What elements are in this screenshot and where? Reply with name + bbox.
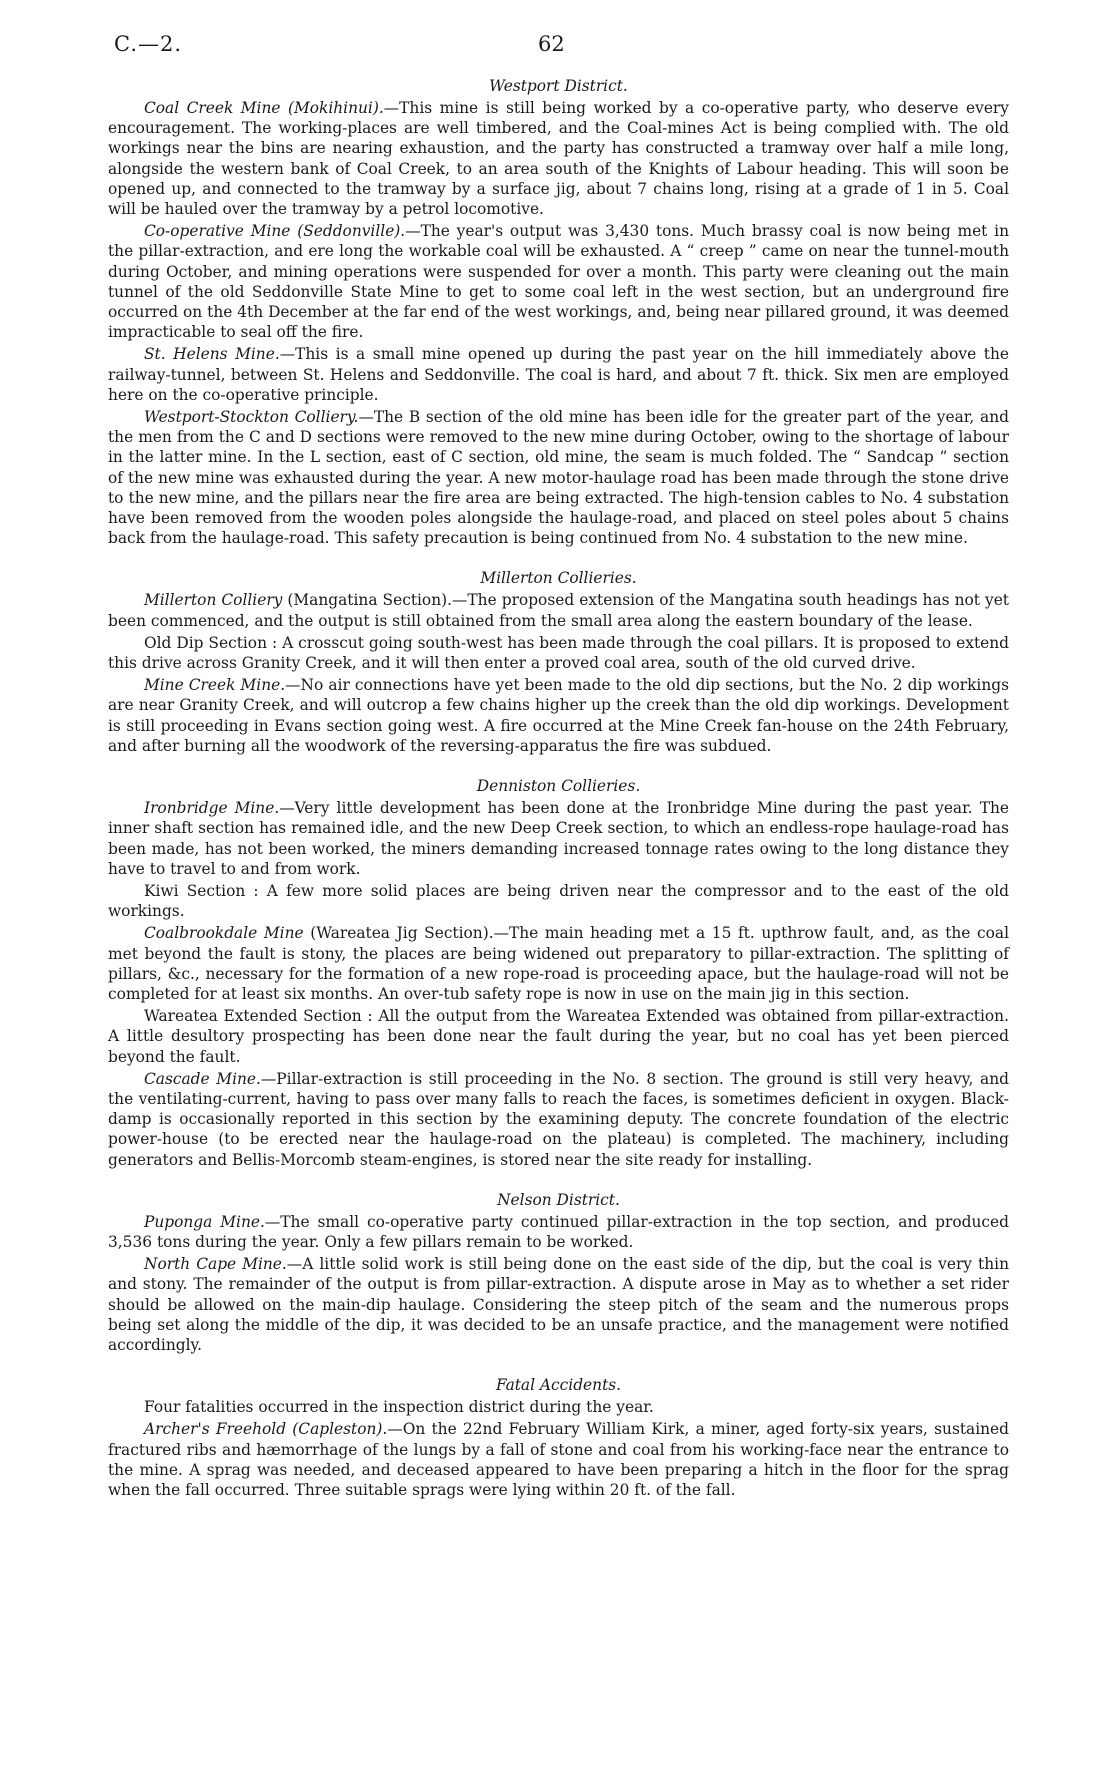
page-number: 62 [538,32,565,56]
section-heading-westport: Westport District. [489,77,628,95]
page-header [108,34,1009,76]
paragraph-kiwi-section: Kiwi Section : A few more solid places are being driven near the compressor and to the east of the old workings. [108,881,1009,921]
section-heading-fatal-accidents: Fatal Accidents. [495,1376,622,1395]
paragraph-wareatea-extended: Wareatea Extended Section : All the output from the Wareatea Extended was obtained from pillar-extraction. A little desultory prospecting has been done near the fault during the year, but no coal has yet been pierced beyond the fault. [108,1007,1009,1066]
paragraph-st-helens-mine: St. Helens Mine.—This is a small mine opened up during the past year on the hill immediately above the railway-tunnel, between St. Helens and Seddonville. The coal is hard, and about 7 ft. thick. Six men are employed here on the co-operative principle. [108,345,1009,404]
document-reference: C.—2. [114,32,183,56]
paragraph-old-dip-section: Old Dip Section : A crosscut going south-west has been made through the coal pillars. It is proposed to extend this drive across Granity Creek, and it will then enter a proved coal area, south of the old curved drive. [108,633,1009,673]
paragraph-millerton-colliery: Millerton Colliery (Mangatina Section).—The proposed extension of the Mangatina south headings has not yet been commenced, and the output is still obtained from the small area along the eastern boundary of the lease. [108,591,1009,630]
paragraph-fatalities-summary: Four fatalities occurred in the inspection district during the year. [144,1398,654,1417]
paragraph-north-cape-mine: North Cape Mine.—A little solid work is still being done on the east side of the dip, but the coal is very thin and stony. The remainder of the output is from pillar-extraction. A dispute arose in May as to whether a set rider should be allowed on the main-dip haulage. Considering the steep pitch of the seam and the numerous props being set along the middle of the dip, it was decided to be an unsafe practice, and the management were notified accordingly. [108,1255,1009,1354]
section-heading-millerton: Millerton Collieries. [480,569,637,588]
paragraph-co-operative-mine: Co-operative Mine (Seddonville).—The year's output was 3,430 tons. Much brassy coal is now being met in the pillar-extraction, and ere long the workable coal will be exhausted. A “ creep ” came on near the tunnel-mouth during October, and mining operations were suspended for over a month. This party were cleaning out the main tunnel of the old Seddonville State Mine to get to some coal left in the west section, but an underground fire occurred on the 4th December at the far end of the west workings, and, being near pillared ground, it was deemed impracticable to seal off the fire. [108,222,1009,342]
paragraph-westport-stockton: Westport-Stockton Colliery.—The B section of the old mine has been idle for the greater part of the year, and the men from the C and D sections were removed to the new mine during October, owing to the shortage of labour in the latter mine. In the L section, east of C section, old mine, the seam is much folded. The “ Sandcap ” section of the new mine was exhausted during the year. A new motor-haulage road has been made through the stone drive to the new mine, and the pillars near the fire area are being extracted. The high-tension cables to No. 4 substation have been removed from the wooden poles alongside the haulage-road, and placed on steel poles about 5 chains back from the haulage-road. This safety precaution is being continued from No. 4 substation to the new mine. [108,408,1009,548]
paragraph-puponga-mine: Puponga Mine.—The small co-operative party continued pillar-extraction in the top section, and produced 3,536 tons during the year. Only a few pillars remain to be worked. [108,1212,1010,1251]
paragraph-archers-freehold: Archer's Freehold (Capleston).—On the 22nd February William Kirk, a miner, aged forty-six years, sustained fractured ribs and hæmorrhage of the lungs by a fall of stone and coal from his working-face near the entrance to the mine. A sprag was needed, and deceased appeared to have been preparing a hitch in the floor for the sprag when the fall occurred. Three suitable sprags were lying within 20 ft. of the fall. [108,1420,1009,1499]
section-heading-nelson: Nelson District. [497,1190,620,1209]
paragraph-ironbridge-mine: Ironbridge Mine.—Very little development has been done at the Ironbridge Mine during the past year. The inner shaft section has remained idle, and the new Deep Creek section, to which an endless-rope haulage-road has been made, has not been worked, the miners demanding increased tonnage rates owing to the long distance they have to travel to and from work. [108,799,1010,878]
section-heading-denniston: Denniston Collieries. [476,777,641,796]
paragraph-coal-creek-mine: Coal Creek Mine (Mokihinui).—This mine is still being worked by a co-operative party, who deserve every encouragement. The working-places are well timbered, and the Coal-mines Act is being complied with. The old workings near the bins are nearing exhaustion, and the party has constructed a tramway over half a mile long, alongside the western bank of Coal Creek, to an area south of the Knights of Labour heading. This will soon be opened up, and connected to the tramway by a surface jig, about 7 chains long, rising at a grade of 1 in 5. Coal will be hauled over the tramway by a petrol locomotive. [108,99,1009,219]
paragraph-coalbrookdale-mine: Coalbrookdale Mine (Wareatea Jig Section).—The main heading met a 15 ft. upthrow fault, and, as the coal met beyond the fault is stony, the places are being widened out preparatory to pillar-extraction. The splitting of pillars, &c., necessary for the formation of a new rope-road is proceeding apace, but the haulage-road will not be completed for at least six months. An over-tub safety rope is now in use on the main jig in this section. [108,924,1010,1003]
paragraph-cascade-mine: Cascade Mine.—Pillar-extraction is still proceeding in the No. 8 section. The ground is still very heavy, and the ventilating-current, having to pass over many falls to reach the faces, is sometimes deficient in oxygen. Black-damp is occasionally reported in this section by the examining deputy. The concrete foundation of the electric power-house (to be erected near the haulage-road on the plateau) is completed. The machinery, including generators and Bellis-Morcomb steam-engines, is stored near the site ready for installing. [108,1069,1009,1169]
paragraph-mine-creek-mine: Mine Creek Mine.—No air connections have yet been made to the old dip sections, but the No. 2 dip workings are near Granity Creek, and will outcrop a few chains higher up the creek than the old dip workings. Development is still proceeding in Evans section going west. A fire occurred at the Mine Creek fan-house on the 24th February, and after burning all the woodwork of the reversing-apparatus the fire was subdued. [108,676,1009,755]
